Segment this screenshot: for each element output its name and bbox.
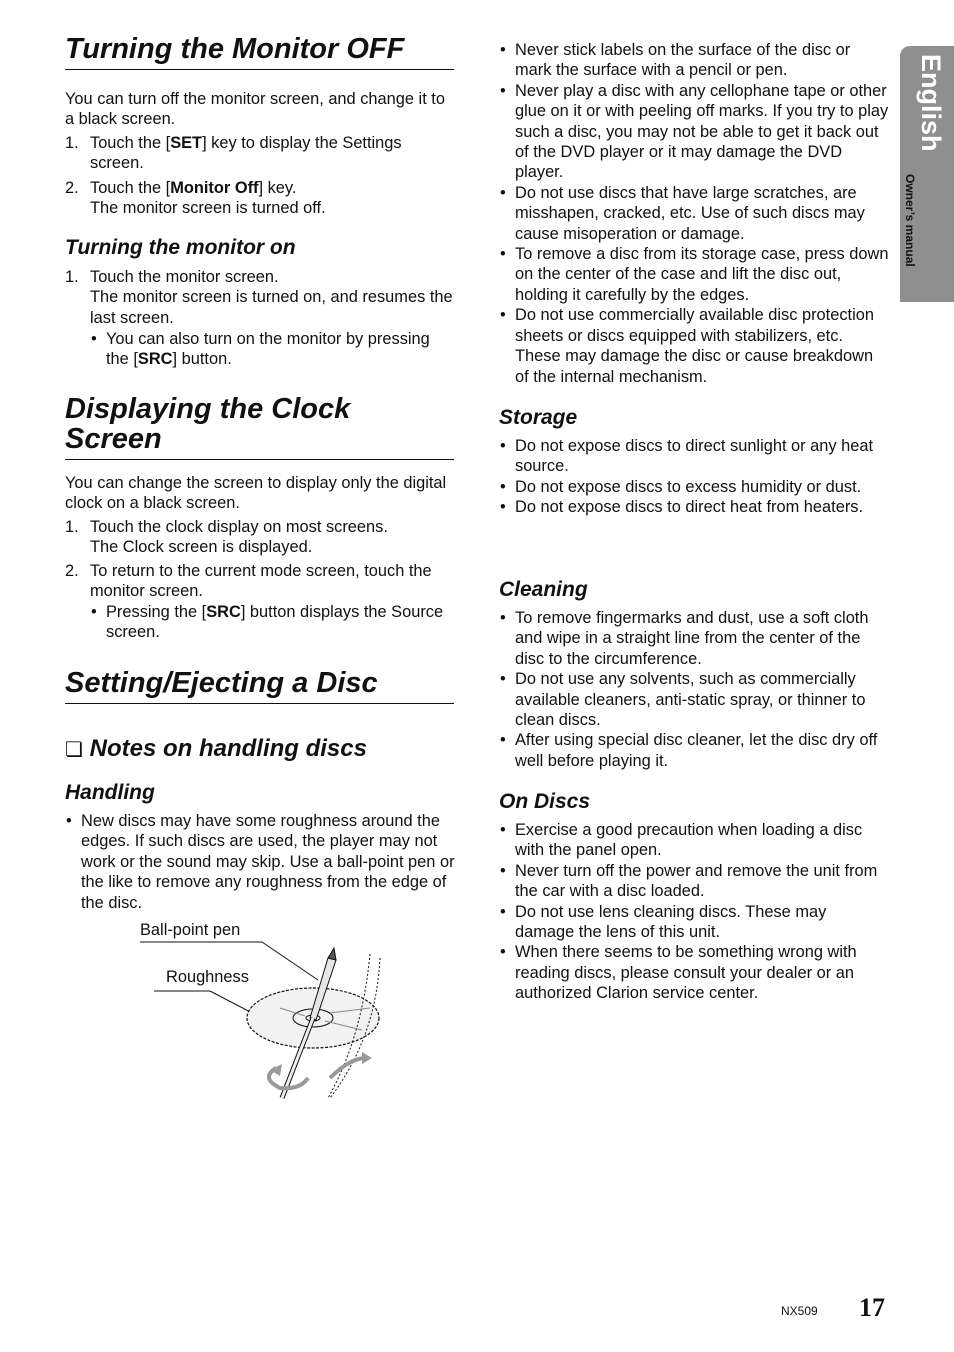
list-item: • Never turn off the power and remove the unit from the car with a disc loaded.	[499, 861, 889, 902]
monitor-off-intro: You can turn off the monitor screen, and change it to a black screen.	[65, 90, 445, 129]
list-item: • To remove a disc from its storage case, press down on the center of the case and lift the disc out, holding it carefully by the edges.	[499, 244, 889, 305]
list-item: • Do not expose discs to direct heat from heaters.	[499, 497, 889, 517]
list-item: • Do not use discs that have large scratches, are misshapen, cracked, etc. Use of such discs may cause misoperation or damage.	[499, 183, 889, 244]
handling-continued-list	[499, 40, 889, 387]
label-ball-point-pen: Ball-point pen	[140, 921, 241, 939]
checkbox-marker-icon: ❏	[65, 739, 83, 761]
heading-turning-monitor-off: Turning the Monitor OFF	[65, 34, 454, 70]
list-item: • Do not use lens cleaning discs. These may damage the lens of this unit.	[499, 902, 889, 943]
list-item: • Do not expose discs to excess humidity or dust.	[499, 477, 889, 497]
monitor-off-step-2: 2. Touch the [Monitor Off] key. The monitor screen is turned off.	[65, 179, 326, 218]
handling-list	[65, 811, 455, 913]
clock-bullet: • Pressing the [SRC] button displays the Source screen.	[65, 602, 455, 643]
heading-turning-monitor-on: Turning the monitor on	[65, 236, 296, 259]
list-item: • Do not expose discs to direct sunlight or any heat source.	[499, 436, 889, 477]
page-number: 17	[859, 1293, 885, 1322]
language-tab	[900, 46, 954, 302]
monitor-on-step-1: 1. Touch the monitor screen. The monitor screen is turned on, and resumes the last screen.	[65, 268, 453, 327]
monitor-on-bullet: • You can also turn on the monitor by pressing the [SRC] button.	[65, 329, 455, 370]
cleaning-list	[499, 608, 889, 771]
label-roughness: Roughness	[166, 968, 249, 986]
clock-step-2: 2. To return to the current mode screen, touch the monitor screen.	[65, 562, 432, 601]
list-item: • After using special disc cleaner, let the disc dry off well before playing it.	[499, 730, 889, 771]
heading-handling: Handling	[65, 781, 155, 804]
list-item: • Do not use commercially available disc protection sheets or discs equipped with stabilizers, etc. These may damage the disc or cause breakdown of the internal mechanism.	[499, 305, 889, 387]
list-item: • Never stick labels on the surface of the disc or mark the surface with a pencil or pen.	[499, 40, 889, 81]
heading-setting-ejecting-disc: Setting/Ejecting a Disc	[65, 668, 454, 704]
heading-displaying-clock: Displaying the Clock Screen	[65, 394, 454, 460]
on-discs-list	[499, 820, 889, 1004]
owners-manual-label: Owner’s manual	[903, 174, 917, 267]
disc-illustration	[130, 918, 400, 1108]
storage-list	[499, 436, 889, 518]
heading-storage: Storage	[499, 406, 578, 429]
list-item: • Never play a disc with any cellophane tape or other glue on it or with peeling off marks. If you try to play such a disc, you may not be able to get it back out of the DVD player or it may damage the DVD player.	[499, 81, 889, 183]
heading-cleaning: Cleaning	[499, 578, 588, 601]
monitor-off-step-1: 1. Touch the [SET] key to display the Settings screen.	[65, 134, 402, 173]
model-number: NX509	[781, 1304, 818, 1318]
list-item: • Exercise a good precaution when loading a disc with the panel open.	[499, 820, 889, 861]
language-label: English	[916, 54, 946, 152]
list-item: • Do not use any solvents, such as commercially available cleaners, anti-static spray, or thinner to clean discs.	[499, 669, 889, 730]
disc-roughness-figure	[130, 918, 400, 1108]
list-item: • To remove fingermarks and dust, use a soft cloth and wipe in a straight line from the center of the disc to the circumference.	[499, 608, 889, 669]
list-item: • New discs may have some roughness around the edges. If such discs are used, the player may not work or the sound may skip. Use a ball-point pen or the like to remove any roughness from the edge of the disc.	[65, 811, 455, 913]
list-item: • When there seems to be something wrong with reading discs, please consult your dealer or an authorized Clarion service center.	[499, 942, 889, 1003]
clock-intro: You can change the screen to display only the digital clock on a black screen.	[65, 474, 447, 513]
heading-on-discs: On Discs	[499, 790, 591, 813]
heading-notes-handling: ❏ Notes on handling discs	[65, 735, 367, 762]
clock-step-1: 1. Touch the clock display on most screens. The Clock screen is displayed.	[65, 518, 388, 557]
